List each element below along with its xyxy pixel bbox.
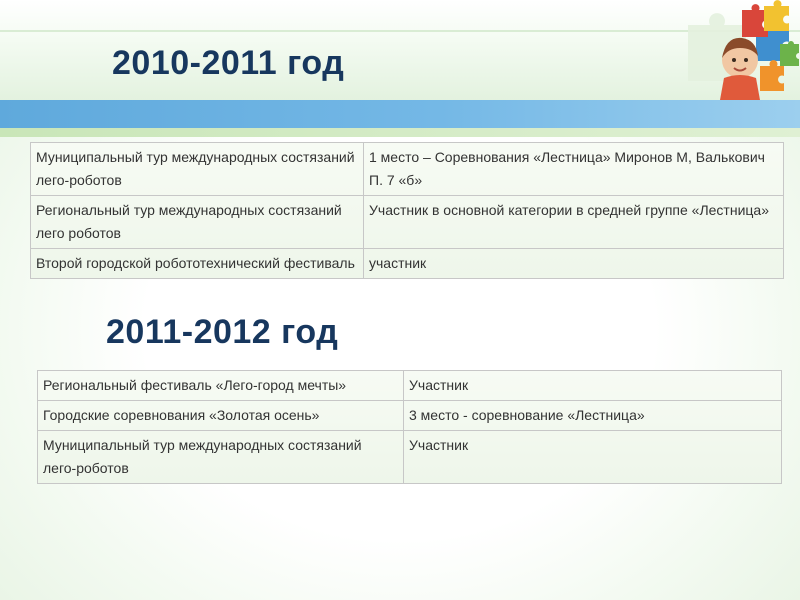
section-title-2010-2011: 2010-2011 год bbox=[112, 44, 345, 82]
blue-stripe bbox=[0, 100, 800, 128]
event-cell: Городские соревнования «Золотая осень» bbox=[38, 401, 404, 431]
table-row bbox=[31, 196, 784, 249]
result-cell: участник bbox=[364, 249, 784, 279]
table-row bbox=[31, 249, 784, 279]
green-stripe bbox=[0, 128, 800, 137]
achievements-table-2010-2011 bbox=[30, 142, 784, 279]
event-cell: Муниципальный тур международных состязаний лего-роботов bbox=[38, 431, 404, 484]
result-cell: 1 место – Соревнования «Лестница» Миронов М, Валькович П. 7 «б» bbox=[364, 143, 784, 196]
table-row bbox=[38, 401, 782, 431]
table-row bbox=[38, 371, 782, 401]
event-cell: Региональный тур международных состязаний лего роботов bbox=[31, 196, 364, 249]
section-title-2011-2012: 2011-2012 год bbox=[106, 313, 339, 351]
result-cell: Участник в основной категории в средней группе «Лестница» bbox=[364, 196, 784, 249]
result-cell: Участник bbox=[404, 431, 782, 484]
event-cell: Второй городской робототехнический фестиваль bbox=[31, 249, 364, 279]
achievements-table-2011-2012 bbox=[37, 370, 782, 484]
event-cell: Региональный фестиваль «Лего-город мечты» bbox=[38, 371, 404, 401]
table-row bbox=[31, 143, 784, 196]
table-row bbox=[38, 431, 782, 484]
result-cell: Участник bbox=[404, 371, 782, 401]
puzzle-pieces-with-child-icon bbox=[668, 0, 800, 100]
event-cell: Муниципальный тур международных состязаний лего-роботов bbox=[31, 143, 364, 196]
result-cell: 3 место - соревнование «Лестница» bbox=[404, 401, 782, 431]
